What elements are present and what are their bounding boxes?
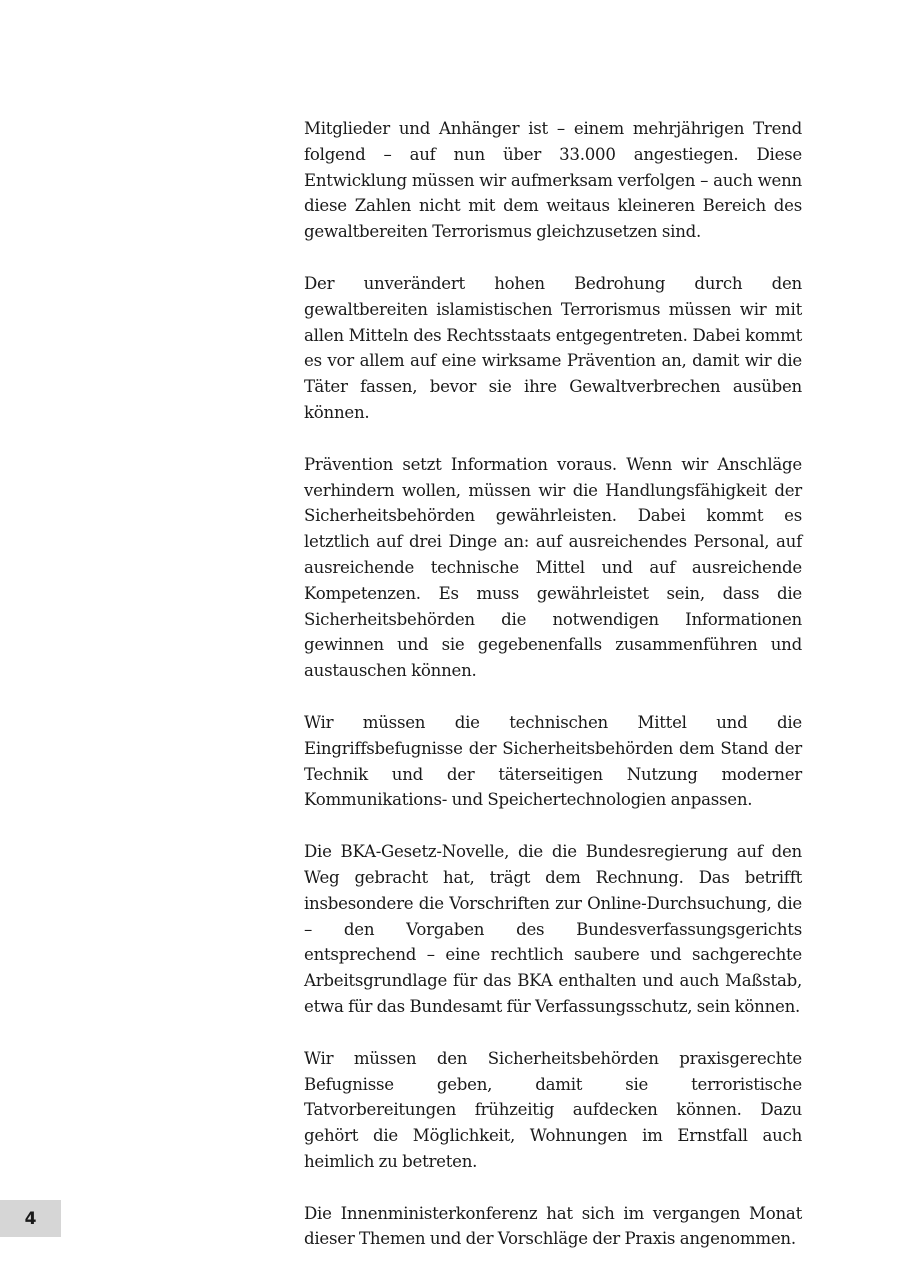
paragraph-6: Wir müssen den Sicherheitsbehörden praxisgerechte Befugnisse geben, damit sie terroristische Tatvorbereitungen frühzeitig aufdecken können. Dazu gehört die Möglichkeit, Wohnungen im Ernstfall auch heimlich zu betreten. <box>304 1048 802 1171</box>
paragraph-2: Der unverändert hohen Bedrohung durch den gewaltbereiten islamistischen Terrorismus müssen wir mit allen Mitteln des Rechtsstaats entgegentreten. Dabei kommt es vor allem auf eine wirksame Prävention an, damit wir die Täter fassen, bevor sie ihre Gewaltverbrechen ausüben können. <box>304 273 802 422</box>
paragraph-1: Mitglieder und Anhänger ist – einem mehrjährigen Trend folgend – auf nun über 33.000 angestiegen. Diese Entwicklung müssen wir aufmerksam verfolgen – auch wenn diese Zahlen nicht mit dem weitaus kleineren Bereich des gewaltbereiten Terrorismus gleichzusetzen sind. <box>304 119 802 242</box>
paragraph-5: Die BKA-Gesetz-Novelle, die die Bundesregierung auf den Weg gebracht hat, trägt dem Rechnung. Das betrifft insbesondere die Vorschriften zur Online-Durchsuchung, die – den Vorgaben des Bundesverfassungsgerichts entsprechend – eine rechtlich saubere und sachgerechte Arbeitsgrundlage für das BKA enthalten und auch Maßstab, etwa für das Bundesamt für Verfassungsschutz, sein können. <box>304 842 802 1016</box>
body-text <box>304 116 802 1278</box>
page-number-box <box>0 1200 61 1237</box>
paragraph-4: Wir müssen die technischen Mittel und die Eingriffsbefugnisse der Sicherheitsbehörden dem Stand der Technik und der täterseitigen Nutzung moderner Kommunikations- und Speichertechnologien anpassen. <box>304 712 802 810</box>
paragraph-7: Die Innenministerkonferenz hat sich im vergangen Monat dieser Themen und der Vorschläge der Praxis angenommen. <box>304 1203 802 1249</box>
paragraph-3: Prävention setzt Information voraus. Wenn wir Anschläge verhindern wollen, müssen wir die Handlungsfähigkeit der Sicherheitsbehörden gewährleisten. Dabei kommt es letztlich auf drei Dinge an: auf ausreichendes Personal, auf ausreichende technische Mittel und auf ausreichende Kompetenzen. Es muss gewährleistet sein, dass die Sicherheitsbehörden die notwendigen Informationen gewinnen und sie gegebenenfalls zusammenführen und austauschen können. <box>304 454 802 681</box>
page-number: 4 <box>24 1208 37 1229</box>
